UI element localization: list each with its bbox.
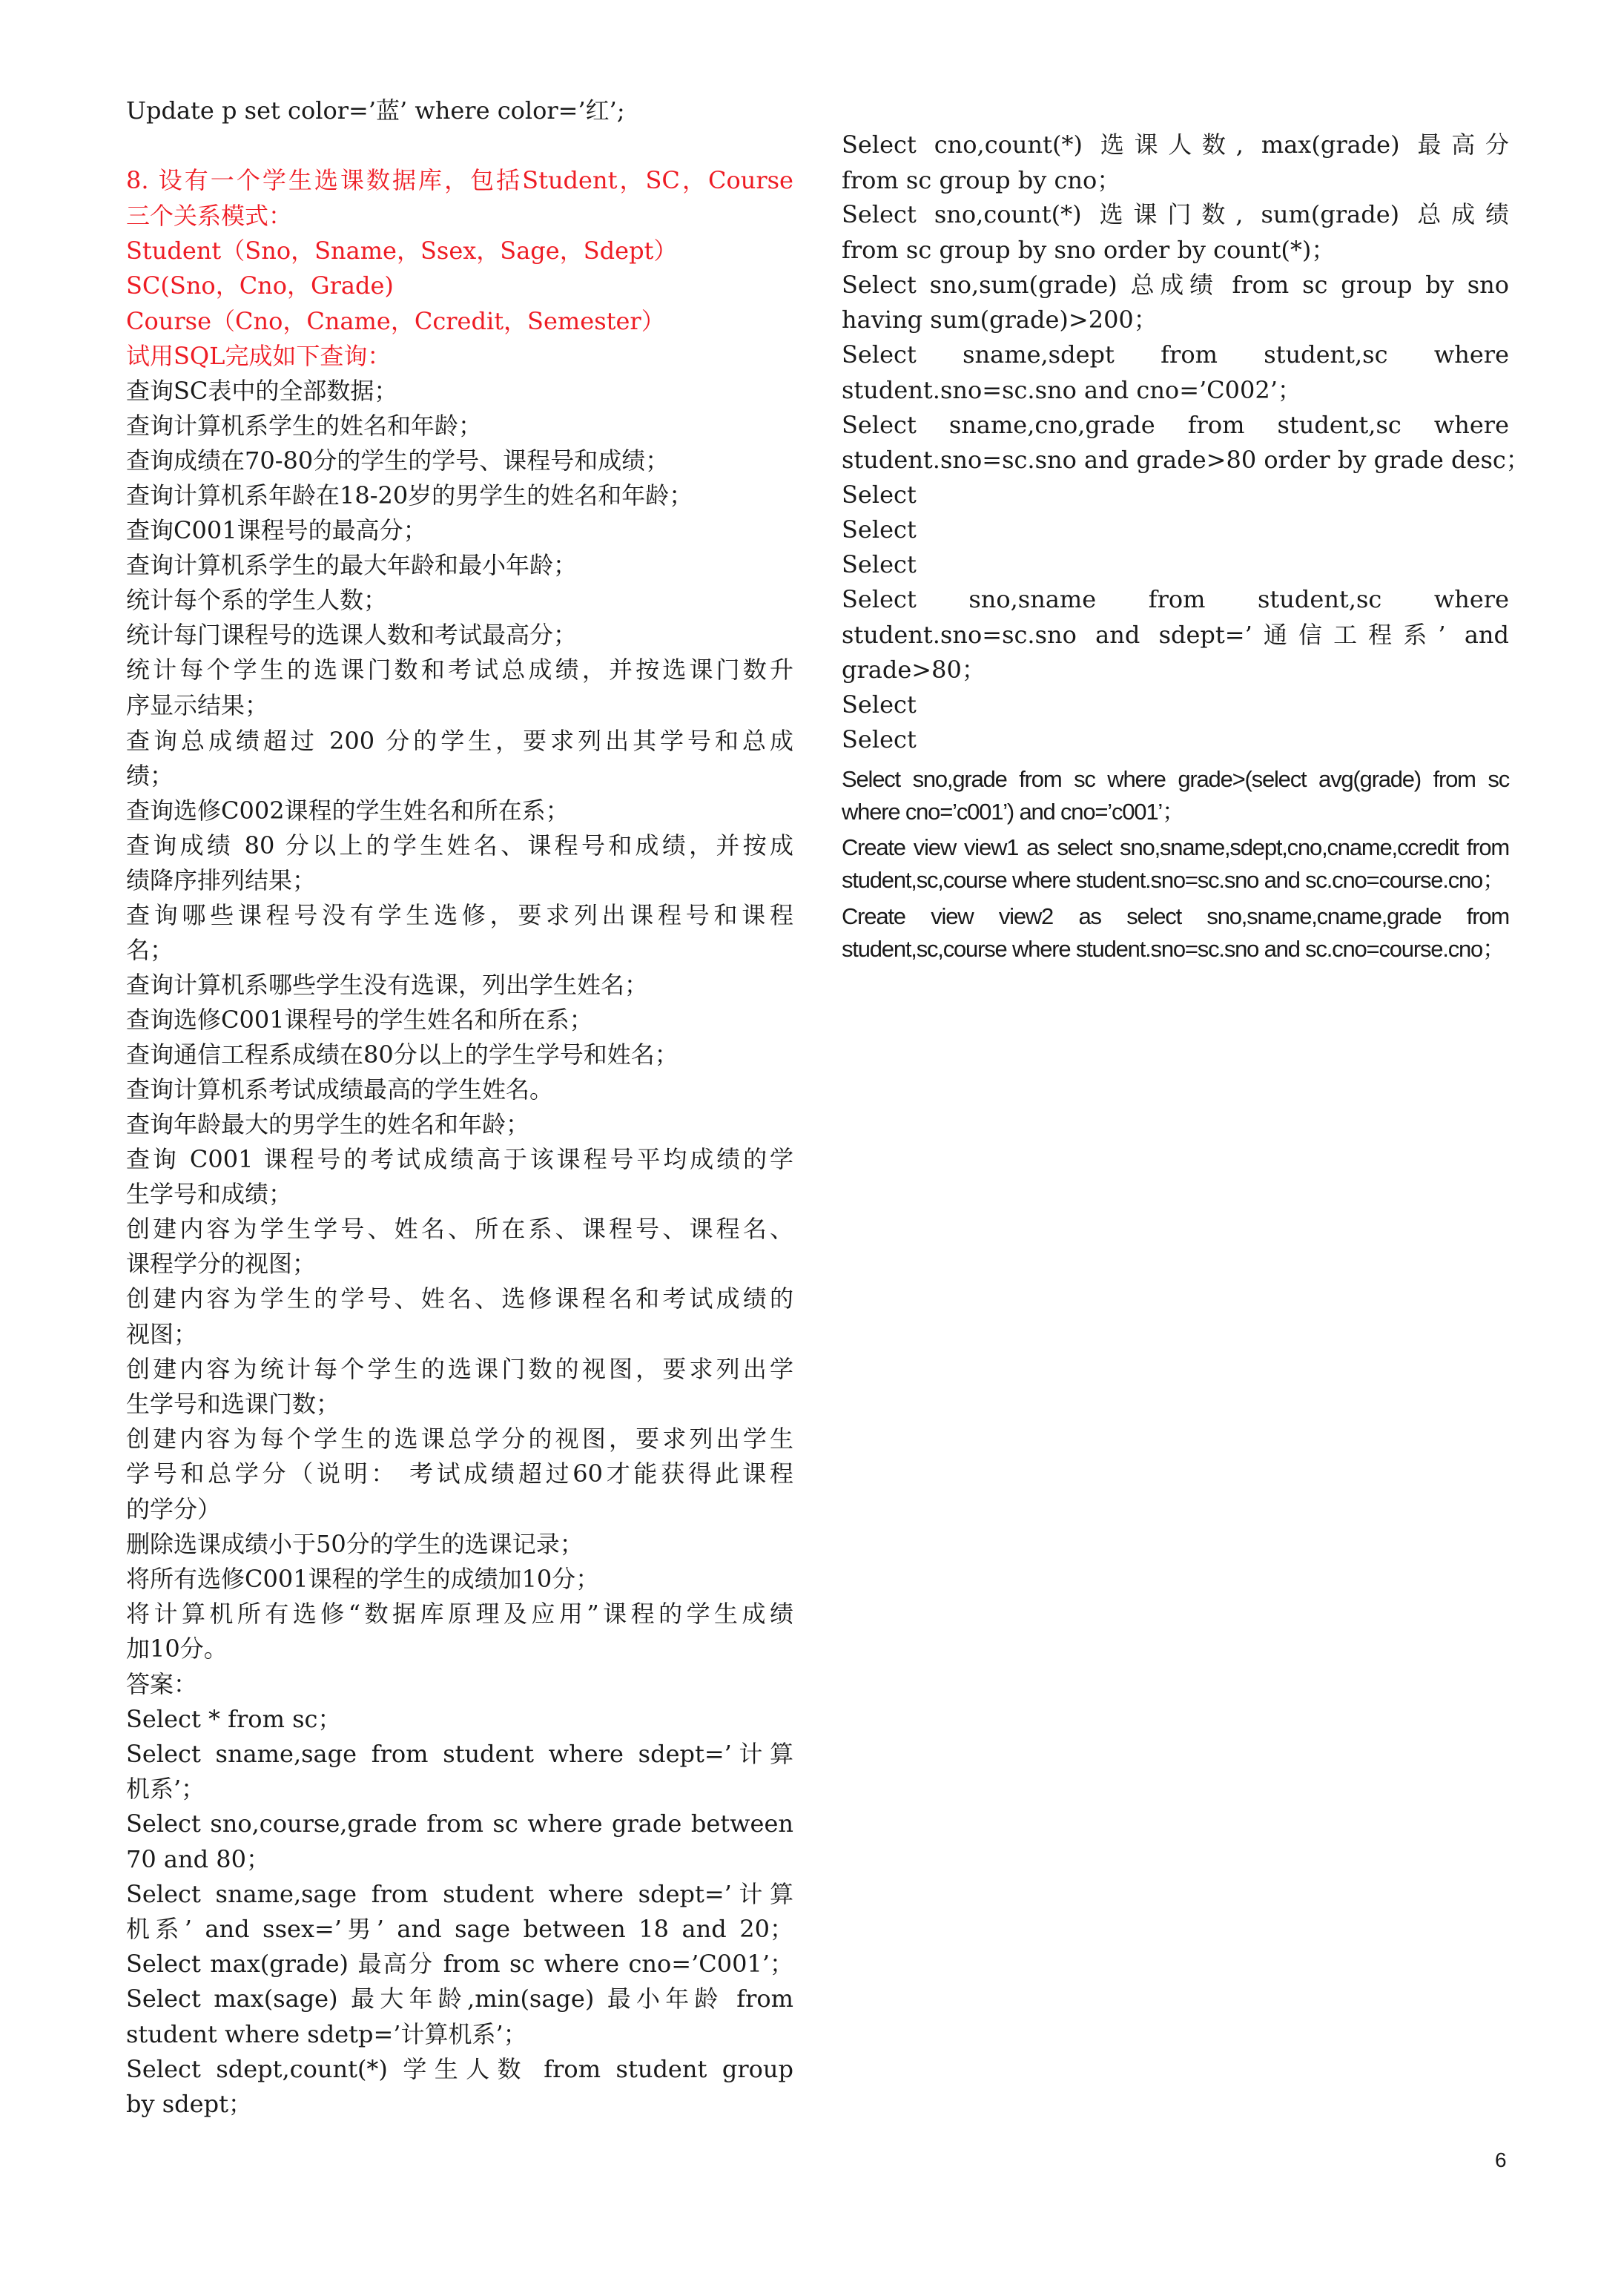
right-column-text-line: Create view view1 as select sno,sname,sdept,cno,cname,ccredit from [842,834,1509,860]
right-column-text-line: Select sname,sdept from student,sc where [842,340,1509,369]
right-column-text-line: Select sno,sum(grade) 总成绩 from sc group by sno [842,271,1509,299]
left-column-text-line: Select sname,sage from student where sdept=’计算 [126,1740,793,1768]
right-column-text-line: having sum(grade)>200； [842,306,1158,334]
left-column-text-line: 加10分。 [126,1634,228,1663]
left-column-text-line: Select sdept,count(*) 学生人数 from student group [126,2055,793,2083]
right-column-text-line: Select [842,725,917,753]
left-column-text-line: Select * from sc； [126,1705,342,1733]
right-column-text-line: from sc group by sno order by count(*)； [842,236,1336,264]
right-column-text-line: where cno=’c001’) and cno=’c001’； [842,799,1184,825]
left-column-text-line: 统计每个系的学生人数； [126,586,388,614]
left-column-text-line: 查询年龄最大的男学生的姓名和年龄； [126,1110,530,1138]
right-column-text-line: Select [842,515,917,544]
left-column-text-line: Select max(grade) 最高分 from sc where cno=’C001’； [126,1950,793,1978]
right-column-text-line: Select [842,690,917,719]
left-column-text-line: 查询计算机系学生的最大年龄和最小年龄； [126,551,578,579]
left-column-text-line: 学号和总学分（说明： 考试成绩超过60才能获得此课程 [126,1459,793,1488]
left-column-text-line: 查询选修C001课程号的学生姓名和所在系； [126,1006,593,1034]
left-column-text-line: 统计每门课程号的选课人数和考试最高分； [126,621,578,649]
right-column-text-line: Select cno,count(*) 选课人数, max(grade) 最高分 [842,131,1509,159]
left-column-text-line: 查询计算机系哪些学生没有选课，列出学生姓名； [126,971,649,999]
left-column-text-line: 统计每个学生的选课门数和考试总成绩，并按选课门数升 [126,656,793,684]
right-column-text-line: student,sc,course where student.sno=sc.sno and sc.cno=course.cno； [842,867,1505,893]
left-column-text-line: 查询哪些课程号没有学生选修，要求列出课程号和课程 [126,901,793,929]
left-column-text-line: 创建内容为学生的学号、姓名、选修课程名和考试成绩的 [126,1284,793,1313]
left-column-text-line: 生学号和选课门数； [126,1390,340,1418]
right-column-text-line: Select sno,count(*) 选课门数, sum(grade) 总成绩 [842,200,1509,228]
left-column-text-line: 查询计算机系年龄在18-20岁的男学生的姓名和年龄； [126,481,693,509]
page-number: 6 [1495,2148,1507,2171]
left-column-text-line: 三个关系模式： [126,202,293,230]
right-column-text-line: student.sno=sc.sno and grade>80 order by grade desc； [842,446,1530,474]
left-column-text-line: 删除选课成绩小于50分的学生的选课记录； [126,1530,584,1558]
right-column-text-line: Select sname,cno,grade from student,sc where [842,411,1509,439]
left-column-text-line: SC(Sno，Cno，Grade) [126,271,394,300]
left-column-text-line: 查询C001课程号的最高分； [126,516,427,544]
left-column-text-line: 生学号和成绩； [126,1180,293,1208]
left-column-text-line: 创建内容为统计每个学生的选课门数的视图，要求列出学 [126,1355,793,1383]
left-column-text-line: 8. 设有一个学生选课数据库，包括Student，SC，Course [126,166,793,194]
left-column-text-line: Course（Cno，Cname，Ccredit，Semester） [126,307,665,335]
left-column-text-line: 70 and 80； [126,1845,270,1873]
left-column-text-line: 课程学分的视图； [126,1250,317,1278]
left-column-text-line: Student（Sno，Sname，Ssex，Sage，Sdept） [126,237,678,265]
left-column-text-line: Update p set color=’蓝’ where color=’红’; [126,96,625,125]
left-column-text-line: 查询选修C002课程的学生姓名和所在系； [126,796,570,825]
left-column-text-line: 将所有选修C001课程的学生的成绩加10分； [126,1565,600,1593]
left-column-text-line: 查询计算机系学生的姓名和年龄； [126,412,483,440]
left-column-text-line: 查询总成绩超过 200 分的学生，要求列出其学号和总成 [126,727,793,755]
left-column-text-line: 机系’； [126,1775,205,1803]
left-column-text-line: 查询计算机系考试成绩最高的学生姓名。 [126,1075,554,1104]
right-column-text-line: Select sno,sname from student,sc where [842,585,1509,613]
right-column-text-line: student,sc,course where student.sno=sc.sno and sc.cno=course.cno； [842,936,1505,962]
left-column-text-line: 序显示结果； [126,691,269,719]
left-column-text-line: 将计算机所有选修“数据库原理及应用”课程的学生成绩 [126,1600,793,1628]
left-column-text-line: Select max(sage) 最大年龄,min(sage) 最小年龄 from [126,1985,793,2013]
right-column-text-line: Select [842,481,917,509]
left-column-text-line: 绩； [126,762,174,790]
left-column-text-line: Select sname,sage from student where sdept=’计算 [126,1880,793,1908]
left-column-text-line: 机系’ and ssex=’男’ and sage between 18 and 20； [126,1915,793,1943]
left-column-text-line: 绩降序排列结果； [126,866,317,894]
right-column-text-line: Select sno,grade from sc where grade>(select avg(grade) from sc [842,766,1509,792]
right-column-text-line: Select [842,550,917,578]
left-column-text-line: 的学分） [126,1495,222,1523]
right-column-text-line: Create view view2 as select sno,sname,cname,grade from [842,903,1509,929]
right-column-text-line: grade>80； [842,656,986,684]
left-column-text-line: student where sdetp=’计算机系’； [126,2020,527,2048]
left-column-text-line: 创建内容为每个学生的选课总学分的视图，要求列出学生 [126,1425,793,1453]
left-column-text-line: by sdept； [126,2090,252,2118]
right-column-text-line: student.sno=sc.sno and sdept=’通信工程系’ and [842,621,1509,649]
left-column-text-line: 查询成绩在70-80分的学生的学号、课程号和成绩； [126,446,670,475]
left-column-text-line: 答案： [126,1670,198,1698]
left-column-text-line: Select sno,course,grade from sc where grade between [126,1810,793,1838]
left-column-text-line: 创建内容为学生学号、姓名、所在系、课程号、课程名、 [126,1215,793,1243]
left-column-text-line: 查询通信工程系成绩在80分以上的学生学号和姓名； [126,1040,679,1069]
right-column-text-line: from sc group by cno； [842,166,1121,194]
left-column-text-line: 查询 C001 课程号的考试成绩高于该课程号平均成绩的学 [126,1145,793,1173]
left-column-text-line: 试用SQL完成如下查询： [126,342,392,370]
right-column-text-line: student.sno=sc.sno and cno=’C002’； [842,376,1301,404]
left-column-text-line: 查询SC表中的全部数据； [126,377,398,405]
left-column-text-line: 视图； [126,1320,198,1348]
left-column-text-line: 查询成绩 80 分以上的学生姓名、课程号和成绩，并按成 [126,831,793,860]
left-column-text-line: 名； [126,936,174,964]
